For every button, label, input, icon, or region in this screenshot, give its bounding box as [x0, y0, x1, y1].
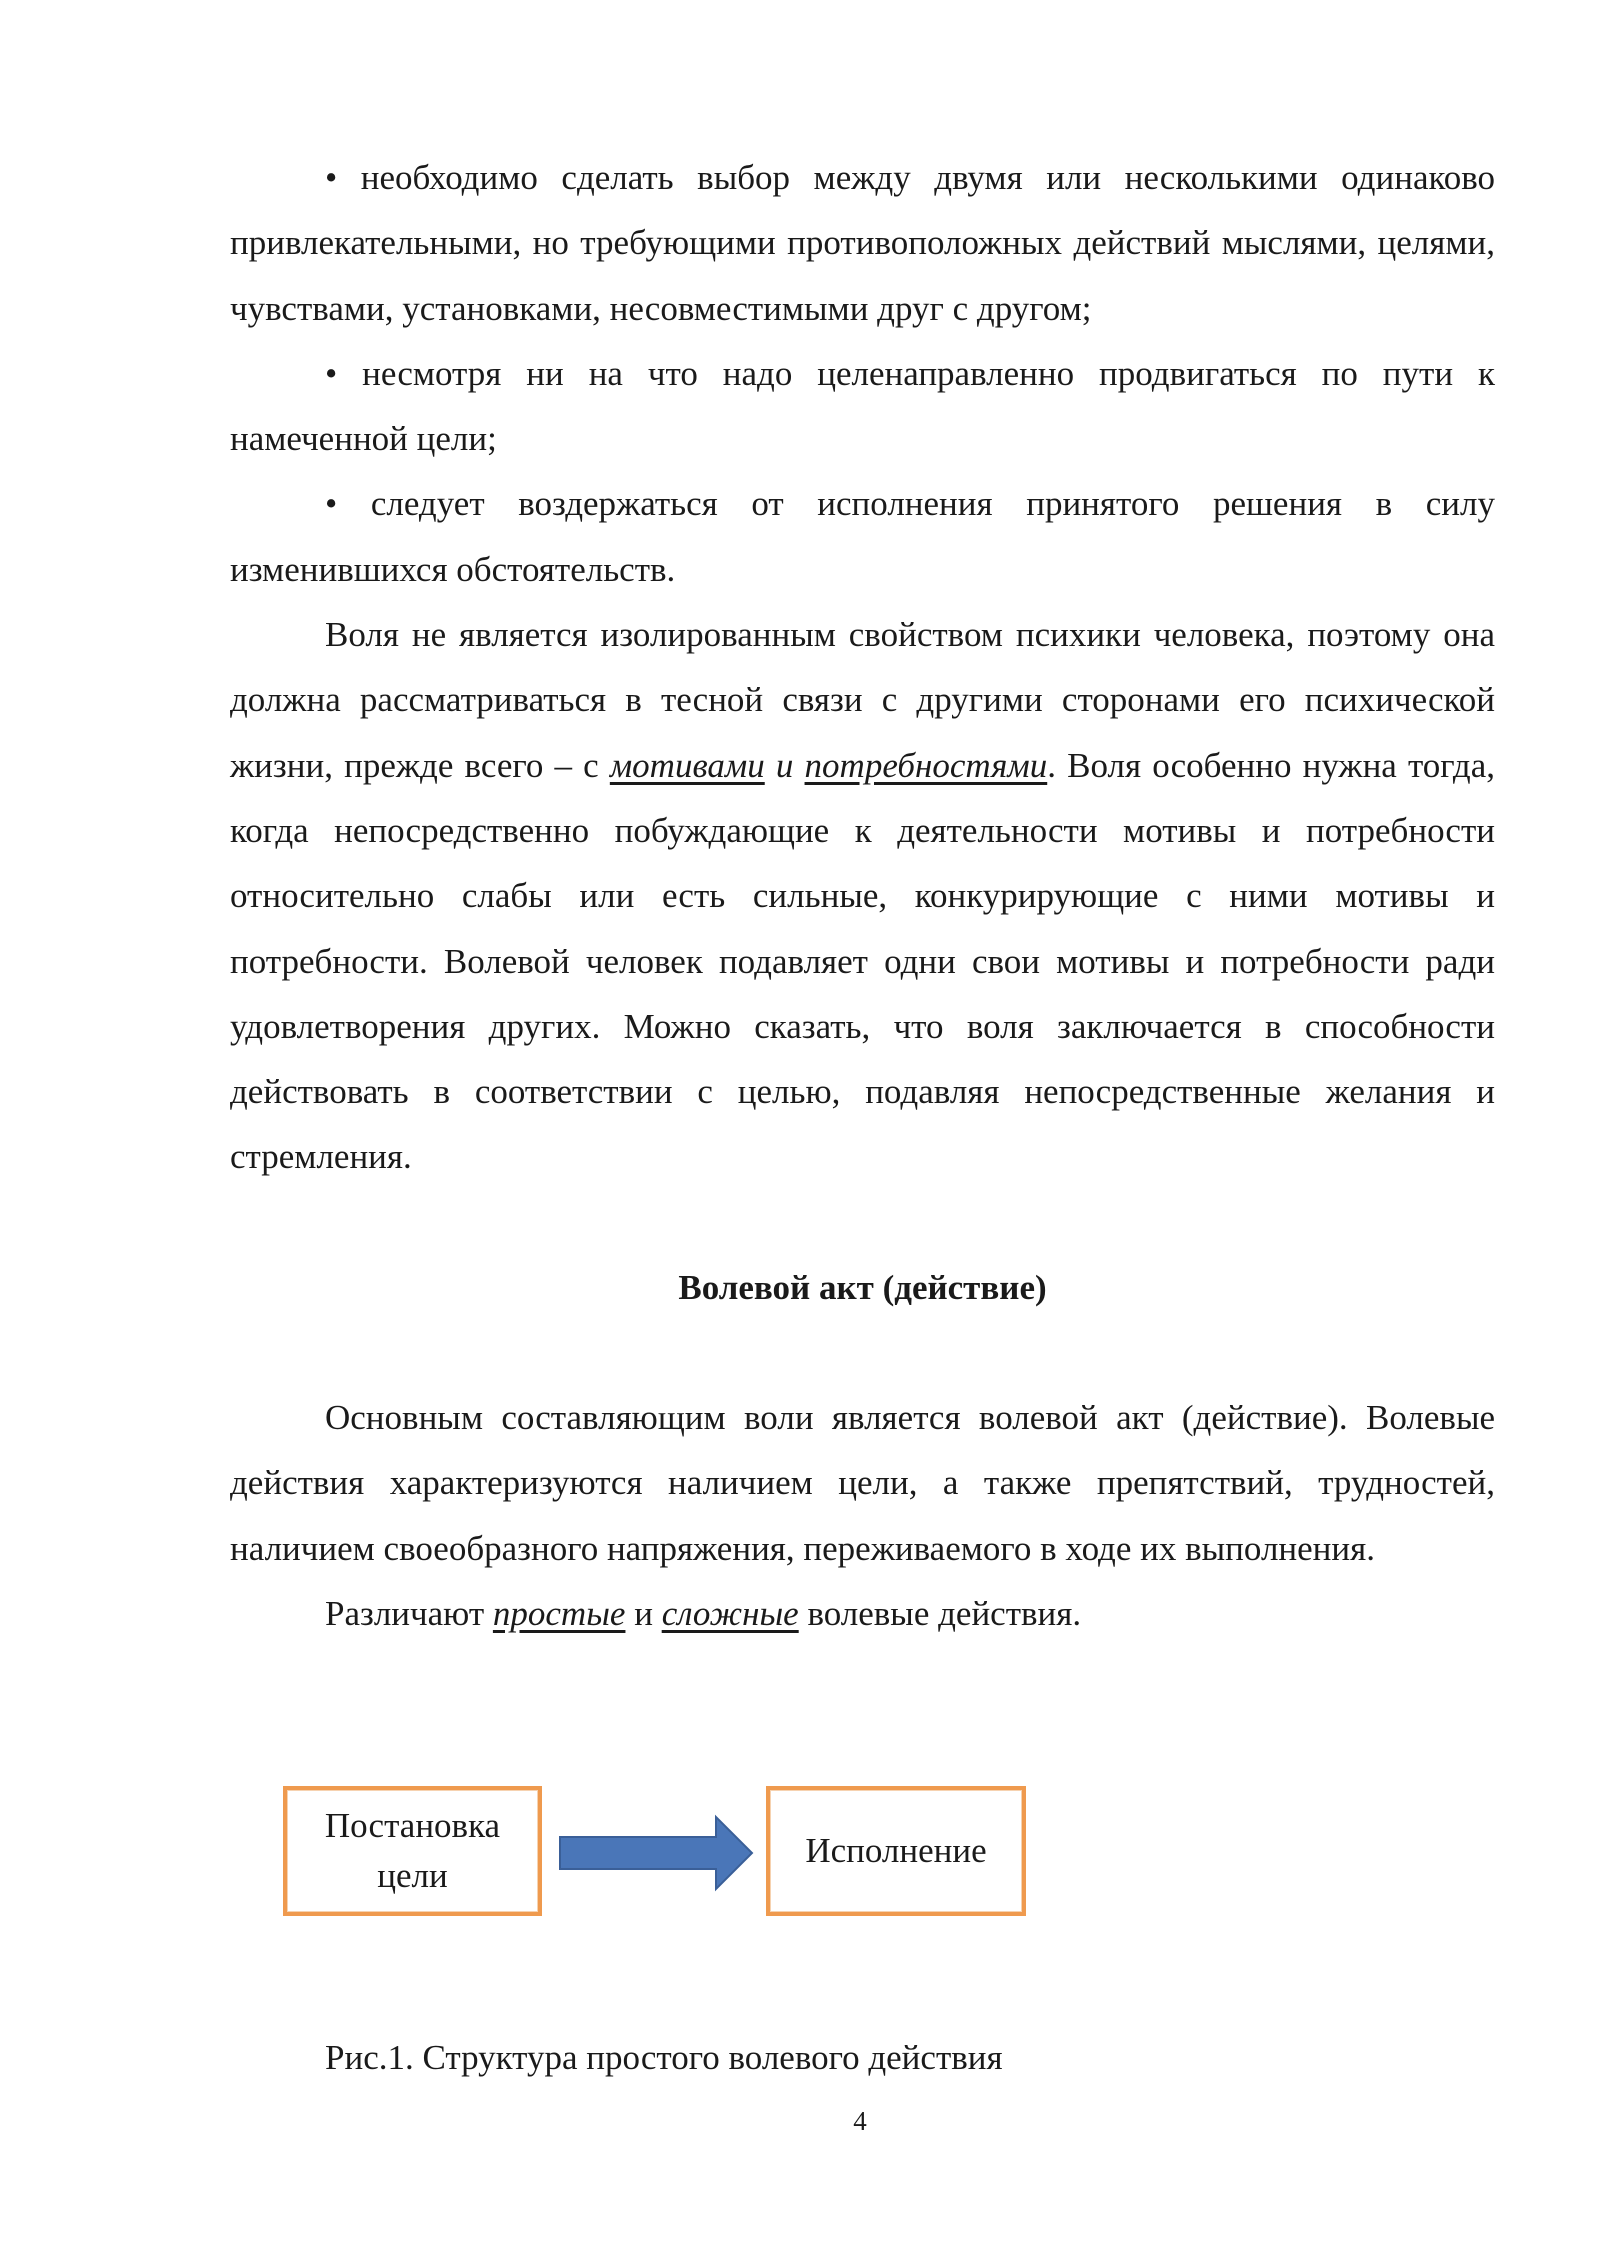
- document-body: [230, 145, 1495, 1646]
- complex-term: сложные: [661, 1593, 799, 1633]
- simple-term: простые: [492, 1593, 626, 1633]
- types-paragraph: [230, 1581, 1495, 1646]
- bullet-paragraph-2: • несмотря ни на что надо целенаправленно продвигаться по пути к намеченной цели;: [230, 353, 1495, 459]
- section-heading: Волевой акт (действие): [678, 1267, 1047, 1307]
- will-conjunction: и: [764, 745, 805, 785]
- motives-term: мотивами: [609, 745, 765, 785]
- execution-label: Исполнение: [805, 1831, 987, 1870]
- goal-setting-label: Постановка цели: [324, 1806, 501, 1895]
- types-text-start: Различают: [325, 1593, 493, 1633]
- types-text-end: волевые действия.: [798, 1593, 1082, 1633]
- page-number: 4: [853, 2106, 867, 2136]
- needs-term: потребностями: [804, 745, 1048, 785]
- will-text-start: Воля не является изолированным свойством психики человека, поэтому она должна рассматриваться в тесной связи с другими сторонами его психической жизни, прежде всего – с: [230, 615, 1495, 785]
- act-paragraph: Основным составляющим воли является волевой акт (действие). Волевые действия характеризуются наличием цели, а также препятствий, трудностей, наличием своеобразного напряжения, переживаемого в ходе их выполнения.: [230, 1398, 1495, 1568]
- will-text-end: . Воля особенно нужна тогда, когда непосредственно побуждающие к деятельности мотивы и потребности относительно слабы или есть сильные, конкурирующие с ними мотивы и потребности. Волевой человек подавляет одни свои мотивы и потребности ради удовлетворения других. Можно сказать, что воля заключается в способности действовать в соответствии с целью, подавляя непосредственные желания и стремления.: [230, 745, 1496, 1177]
- bullet-paragraph-3: • следует воздержаться от исполнения принятого решения в силу изменившихся обстоятельств.: [230, 484, 1495, 589]
- execution-box: [766, 1786, 1026, 1916]
- will-paragraph: [230, 602, 1495, 1190]
- goal-setting-box: [283, 1786, 542, 1916]
- types-conjunction: и: [625, 1593, 662, 1633]
- figure-caption: Рис.1. Структура простого волевого действия: [325, 2038, 1003, 2077]
- bullet-paragraph-1: • необходимо сделать выбор между двумя или несколькими одинаково привлекательными, но требующими противоположных действий мыслями, целями, чувствами, установками, несовместимыми друг с другом;: [230, 158, 1495, 328]
